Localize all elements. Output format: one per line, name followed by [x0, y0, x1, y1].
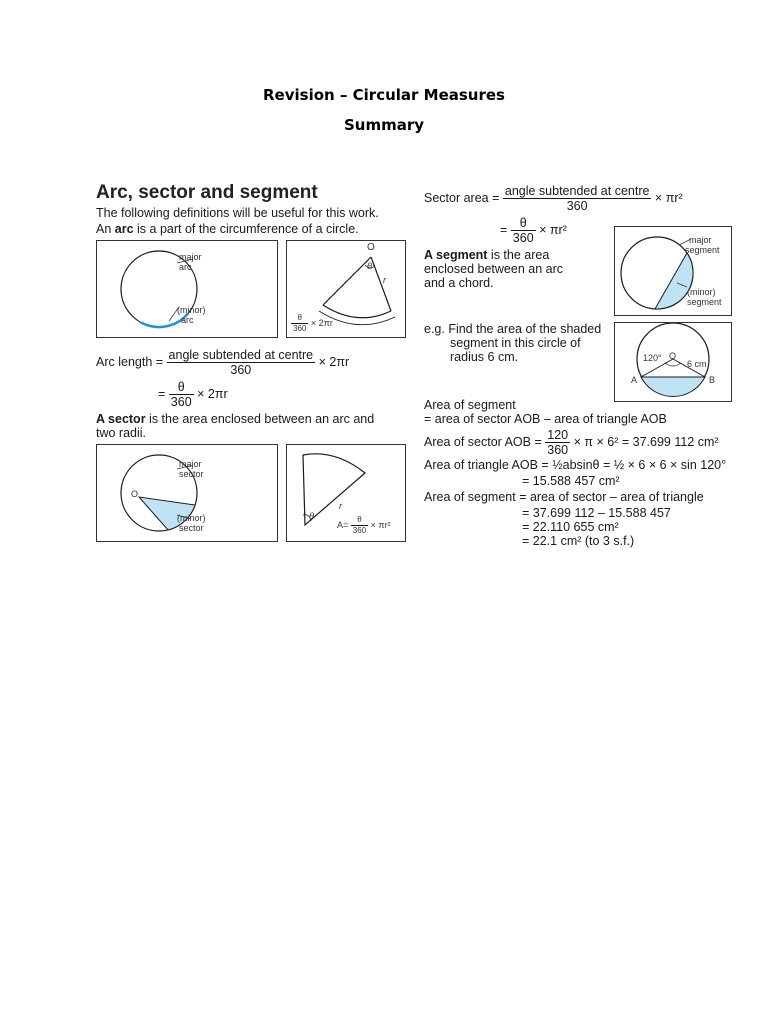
label-major-sector: major — [179, 459, 202, 469]
figure-arc-sector — [286, 240, 406, 338]
label-major: major — [179, 252, 202, 262]
label-r-2: r — [339, 501, 342, 511]
example-line-1: e.g. Find the area of the shaded — [424, 322, 602, 336]
example-circle-drawing — [615, 323, 731, 401]
label-minor-segment: (minor) — [687, 287, 716, 297]
segment-area-label: Area of segment = area of sector – area of triangle — [424, 490, 704, 504]
figure-sector-circle — [96, 444, 278, 542]
page-subtitle: Summary — [343, 116, 425, 134]
figure-example-circle — [614, 322, 732, 402]
arc-length-formula: $\frac{\theta}{360}$ × 2πr — [293, 313, 333, 333]
sector-definition-2: two radii. — [96, 426, 147, 440]
label-minor-segment-2: segment — [687, 297, 722, 307]
label-major-segment: major — [689, 235, 712, 245]
label-O: O — [367, 242, 375, 253]
label-B: B — [709, 375, 716, 385]
label-theta: θ — [367, 261, 372, 271]
segment-definition-3: and a chord. — [424, 276, 494, 290]
example-line-3: radius 6 cm. — [450, 350, 519, 364]
segment-definition-2: enclosed between an arc — [424, 262, 563, 276]
label-segment: segment — [685, 245, 720, 255]
intro-line-2: An arc is a part of the circumference of a circle. — [96, 222, 359, 236]
label-theta-2: θ — [309, 511, 314, 521]
segment-definition-1: A segment is the area — [424, 248, 550, 262]
sector-area-formula-small: A= $\frac{\theta}{360}$ × πr² — [337, 515, 391, 535]
arc-length-formula-simplified: = $\frac{\theta}{360}$ × 2πr — [158, 380, 228, 409]
label-minor-sector: (minor) — [177, 513, 206, 523]
intro-line-1: The following definitions will be useful for this work. — [96, 206, 379, 220]
triangle-aob-formula: Area of triangle AOB = ½absinθ = ½ × 6 × 6 × sin 120° — [424, 458, 727, 472]
example-line-2: segment in this circle of — [450, 336, 581, 350]
label-radius-6cm: 6 cm — [687, 359, 707, 369]
page-title: Revision – Circular Measures — [263, 86, 505, 104]
sector-area-formula-simplified: = $\frac{\theta}{360}$ × πr² — [500, 216, 567, 245]
section-heading: Arc, sector and segment — [96, 182, 318, 203]
figure-sector-area — [286, 444, 406, 542]
label-arc: arc — [179, 262, 192, 272]
label-O-centre: O — [131, 489, 139, 499]
label-minor-sector-2: sector — [179, 523, 204, 533]
segment-line-2: = 22.110 655 cm² — [522, 520, 619, 534]
figure-arc-circle — [96, 240, 278, 338]
label-angle-120: 120° — [643, 353, 662, 363]
label-sector: sector — [179, 469, 204, 479]
sector-area-formula: Sector area = $\frac{\text{angle subtended at centre}}{360}$ × πr² — [424, 184, 683, 213]
sector-definition-1: A sector is the area enclosed between an arc and — [96, 412, 375, 426]
label-r: r — [383, 275, 386, 285]
sector-aob-formula: Area of sector AOB = $\frac{120}{360}$ × π × 6² = 37.699 112 cm² — [424, 428, 719, 457]
arc-length-formula-main: Arc length = $\frac{\text{angle subtended at centre}}{360}$ × 2πr — [96, 348, 350, 377]
working-line-1: Area of segment — [424, 398, 516, 412]
label-minor-arc: arc — [181, 315, 194, 325]
figure-segment-circle — [614, 226, 732, 316]
label-minor: (minor) — [177, 305, 206, 315]
triangle-aob-result: = 15.588 457 cm² — [522, 474, 620, 488]
segment-line-3: = 22.1 cm² (to 3 s.f.) — [522, 534, 635, 548]
label-O-example: O — [669, 351, 677, 361]
label-A: A — [631, 375, 638, 385]
working-line-2: = area of sector AOB – area of triangle AOB — [424, 412, 667, 426]
segment-line-1: = 37.699 112 – 15.588 457 — [522, 506, 671, 520]
